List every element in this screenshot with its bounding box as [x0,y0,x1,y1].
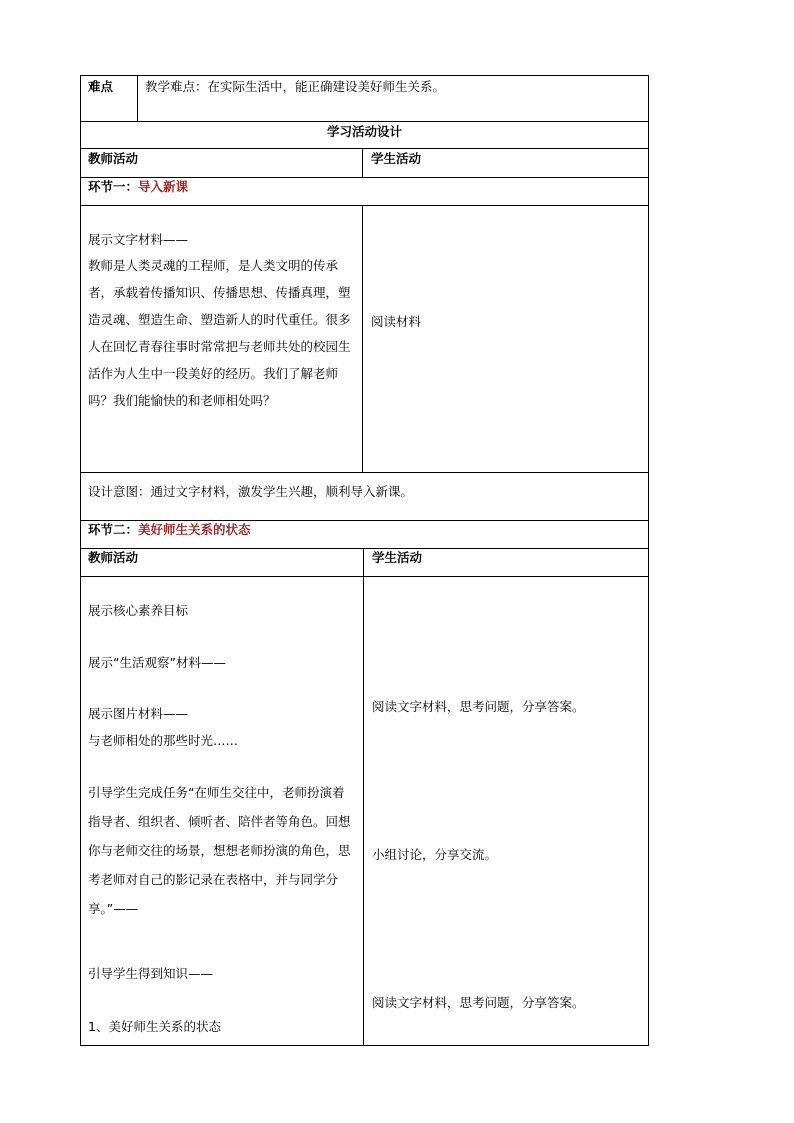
stage2-prefix: 环节二： [88,522,139,537]
stage2-times: 与老师相处的那些时光…… [88,733,239,748]
stage2-point1: 1、美好师生关系的状态 [88,1019,221,1034]
stage2-task: 引导学生完成任务“在师生交往中，老师扮演着指导者、组织者、倾听者、陪伴者等角色。回想你与老师交往的场景，想想老师扮演的角色，思考老师对自己的影记录在表格中，并与同学分享。”—— [88,785,351,916]
design-intent: 设计意图：通过文字材料，激发学生兴趣，顺利导入新课。 [88,484,414,499]
stage1-teacher-heading: 展示文字材料—— [88,232,189,247]
stage2-knowledge: 引导学生得到知识—— [88,966,214,981]
stage1-prefix: 环节一： [88,179,139,194]
stage2-goal: 展示核心素养目标 [88,603,189,618]
stage2-picture: 展示图片材料—— [88,706,189,721]
difficulty-text: 教学难点：在实际生活中，能正确建设美好师生关系。 [145,79,446,94]
student-col-header: 学生活动 [371,151,422,166]
stage1-header [88,179,188,195]
design-title: 学习活动设计 [326,124,402,139]
stage2-student-read2: 阅读文字材料，思考问题，分享答案。 [372,995,585,1010]
stage2-observe: 展示“生活观察”材料—— [88,655,226,670]
stage2-header [88,522,251,538]
stage2-student-header: 学生活动 [372,550,423,565]
stage2-student-read1: 阅读文字材料，思考问题，分享答案。 [372,699,585,714]
stage2-student-cell [363,576,649,1046]
stage1-name: 导入新课 [138,179,189,194]
stage1-teacher-text: 教师是人类灵魂的工程师，是人类文明的传承者，承载着传播知识、传播思想、传播真理，塑造灵魂、塑造生命、塑造新人的时代重任。很多人在回忆青春往事时常常把与老师共处的校园生活作为人生中一段美好的经历。我们了解老师吗？我们能愉快的和老师相处吗？ [88,258,351,408]
stage2-teacher-header: 教师活动 [88,550,139,565]
stage2-student-discuss: 小组讨论，分享交流。 [372,847,498,862]
stage1-student-text: 阅读材料 [371,314,422,329]
difficulty-label: 难点 [88,79,114,94]
teacher-col-header: 教师活动 [88,151,139,166]
stage2-name: 美好师生关系的状态 [138,522,251,537]
stage1-student-cell [362,205,649,473]
